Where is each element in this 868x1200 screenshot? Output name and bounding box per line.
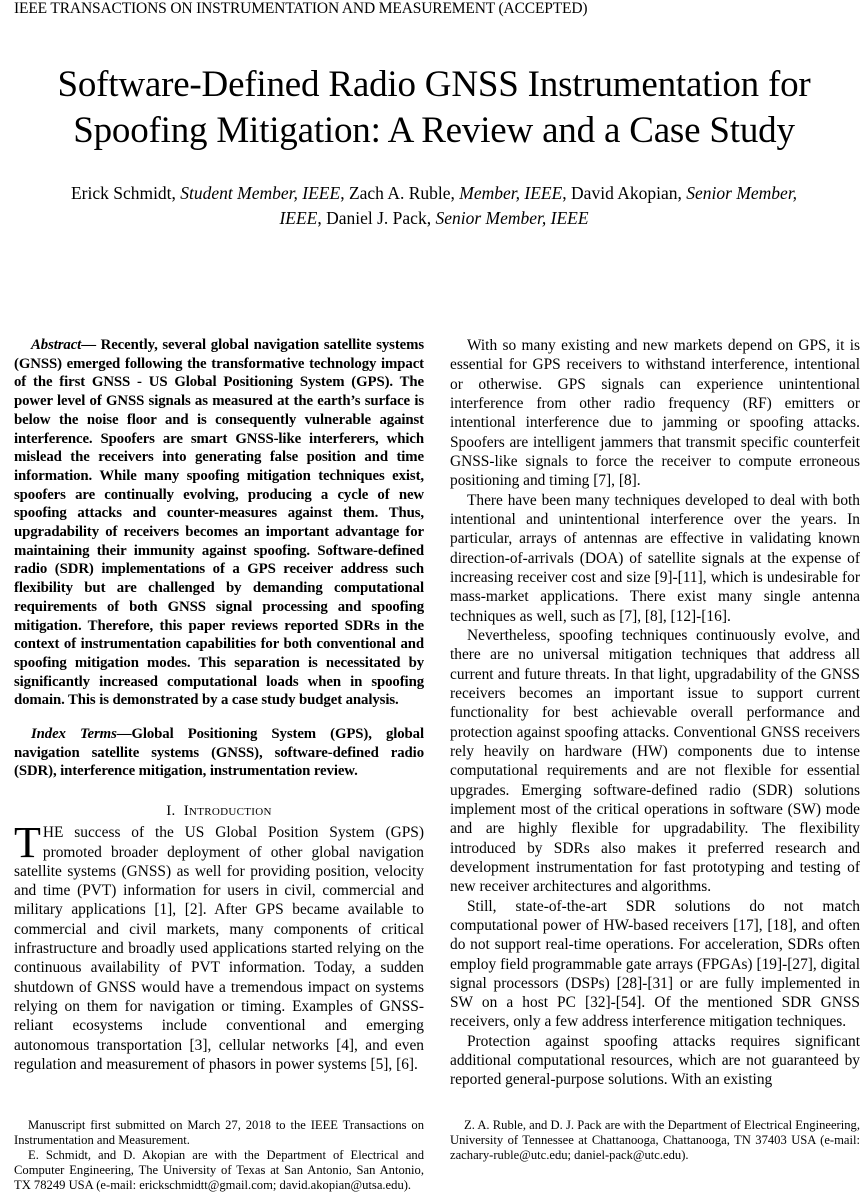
intro-paragraph-1: THE success of the US Global Position System (GPS) promoted broader deployment of other global navigation satellite systems (GNSS) as well for providing position, velocity and time (PVT) information for users in civil, commercial and military applications [1], [2]. After GPS became available to commercial and civil markets, many components of critical infrastructure and broadly used applications started relying on the continuous availability of PVT information. Today, a sudden shutdown of GNSS would have a tremendous impact on systems relying on them for navigation or timing. Examples of GNSS-reliant ecosystems include conventional and emerging autonomous transportation [3], cellular networks [4], and even regulation and measurement of phasors in power systems [5], [6]. <box>14 818 424 1074</box>
author-rank-2: Member, IEEE <box>459 183 563 203</box>
author-name-4: , Daniel J. Pack, <box>317 208 436 229</box>
author-rank-1: Student Member, IEEE <box>180 183 341 203</box>
page-title: Software-Defined Radio GNSS Instrumentation for Spoofing Mitigation: A Review and a Case Study <box>57 64 811 151</box>
right-paragraph-2: There have been many techniques developed to deal with both intentional and unintentional interference over the years. In particular, arrays of antennas are effective in validating known direction-of-arrivals (DOA) of satellite signals at the expense of increasing receiver cost and size [9]-[11], which is undesirable for mass-market applications. There exist many single antenna techniques as well, such as [7], [8], [12]-[16]. <box>450 491 860 625</box>
abstract-label: Abstract <box>31 337 82 353</box>
footnote-right-1: Z. A. Ruble, and D. J. Pack are with the Department of Electrical Engineering, University of Tennessee at Chattanooga, Chattanooga, TN 37403 USA (e-mail: zachary-ruble@utc.edu; daniel-pack@utc.edu). <box>450 1118 860 1162</box>
title-block <box>42 62 826 232</box>
right-paragraph-3: Nevertheless, spoofing techniques continuously evolve, and there are no universal mitigation techniques that address all current and future threats. In that light, upgradability of the GNSS receivers becomes an important issue to support current functionality for best achievable overall performance and protection against spoofing attacks. Conventional GNSS receivers rely heavily on hardware (HW) components due to intense computational requirements and are not flexible for essential upgrades. Emerging software-defined radio (SDR) solutions implement most of the critical operations in software (SW) mode and are highly flexible for upgradability. The flexibility introduced by SDRs also makes it preferred research and development instrumentation for fast prototyping and testing of new receiver architectures and algorithms. <box>450 626 860 896</box>
footnote-separator-rule <box>14 1106 164 1107</box>
section-title: Introduction <box>183 803 272 820</box>
author-list <box>42 181 826 232</box>
section-heading-introduction <box>14 803 424 820</box>
section-numeral: I. <box>166 803 176 820</box>
right-paragraph-1: With so many existing and new markets depend on GPS, it is essential for GPS receivers to withstand interference, intentional or otherwise. GPS signals can experience unintentional interference from other radio frequency (RF) emitters or intentional interference due to jamming or spoofing attacks. Spoofers are intelligent jammers that transmit specific counterfeit GNSS-like signals to force the receiver to compute erroneous positioning and timing [7], [8]. <box>450 337 860 490</box>
index-terms-paragraph <box>14 725 424 781</box>
index-terms-body: Global Positioning System (GPS), global navigation satellite systems (GNSS), software-defined radio (SDR), interference mitigation, instrumentation review. <box>14 726 424 780</box>
author-name-2: , Zach A. Ruble, <box>340 183 460 203</box>
left-column <box>14 336 424 1106</box>
footnote-column-right <box>450 1118 860 1193</box>
abstract-body: Recently, several global navigation satellite systems (GNSS) emerged following the transformative technology impact of the first GNSS - US Global Positioning System (GPS). The power level of GNSS signals as measured at the earth’s surface is below the noise floor and is consequently vulnerable against interference. Spoofers are smart GNSS-like interferers, which mislead the receivers into generating false position and time information. While many spoofing mitigation techniques exist, spoofers are continually evolving, producing a cycle of new spoofing attacks and counter-measures against them. Thus, upgradability of receivers becomes an important advantage for maintaining their immunity against spoofing. Software-defined radio (SDR) implementations of a GPS receiver address such flexibility but are challenged by demanding computational requirements of both GNSS signal processing and spoofing mitigation. Therefore, this paper reviews reported SDRs in the context of instrumentation capabilities for both conventional and spoofing mitigation modes. This separation is necessitated by significantly increased computational loads when in spoofing domain. This is demonstrated by a case study budget analysis. <box>14 337 425 709</box>
author-name-1: Erick Schmidt, <box>70 183 181 203</box>
author-rank-4: Senior Member, IEEE <box>435 208 589 229</box>
index-terms-label: Index Terms <box>31 726 117 743</box>
footnote-column-left <box>14 1118 424 1193</box>
footnote-left-1: Manuscript first submitted on March 27, 2018 to the IEEE Transactions on Instrumentation and Measurement. <box>14 1118 424 1147</box>
author-name-3: , David Akopian, <box>562 183 687 203</box>
author-rank-3: Senior Member, IEEE <box>279 183 798 229</box>
right-paragraph-4: Still, state-of-the-art SDR solutions do not match computational power of HW-based receivers [17], [18], and often do not support real-time operations. For acceleration, SDRs often employ field programmable gate arrays (FPGAs) [19]-[27], digital signal processors (DSPs) [28]-[31] or are fully implemented in SW on a host PC [32]-[54]. Of the mentioned SDR GNSS receivers, only a few address interference mitigation techniques. <box>450 897 860 1031</box>
index-terms-dash: — <box>116 726 132 743</box>
running-header: IEEE TRANSACTIONS ON INSTRUMENTATION AND MEASUREMENT (ACCEPTED) <box>14 0 588 17</box>
abstract-dash: — <box>81 337 101 353</box>
footnote-left-2: E. Schmidt, and D. Akopian are with the Department of Electrical and Computer Engineering, The University of Texas at San Antonio, San Antonio, TX 78249 USA (e-mail: erickschmidtt@gmail.com; david.akopian@utsa.edu). <box>14 1147 424 1192</box>
right-column <box>450 336 860 1106</box>
body-columns <box>14 336 860 1106</box>
right-paragraph-5: Protection against spoofing attacks requires significant additional computational resources, which are not guaranteed by reported general-purpose solutions. With an existing <box>450 1032 860 1089</box>
abstract-paragraph <box>14 336 424 710</box>
footnotes <box>14 1118 860 1193</box>
